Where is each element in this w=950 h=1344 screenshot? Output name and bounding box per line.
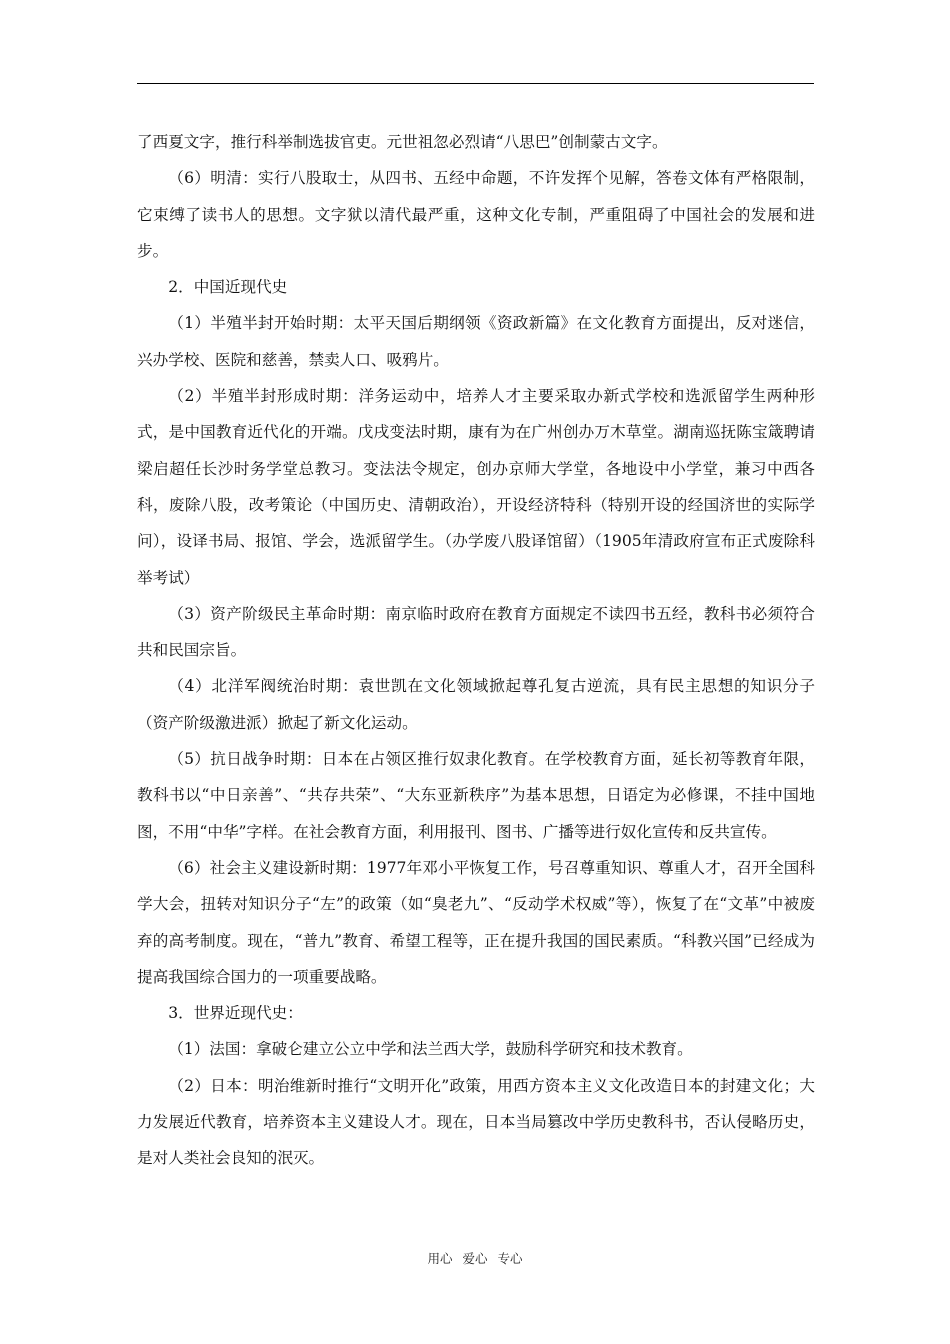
paragraph-socialist-construction: （6）社会主义建设新时期：1977年邓小平恢复工作，号召尊重知识、尊重人才，召开全国科学大会，扭转对知识分子“左”的政策（如“臭老九”、“反动学术权威”等），恢复了在“文革”中被废弃的高考制度。现在，“普九”教育、希望工程等，正在提升我国的国民素质。“科教兴国”已经成为提高我国综合国力的一项重要战略。 — [137, 858, 815, 986]
paragraph-bourgeois-revolution: （3）资产阶级民主革命时期：南京临时政府在教育方面规定不读四书五经，教科书必须符合共和民国宗旨。 — [137, 604, 815, 660]
paragraph-ming-qing: （6）明清：实行八股取士，从四书、五经中命题，不许发挥个见解，答卷文体有严格限制，它束缚了读书人的思想。文字狱以清代最严重，这种文化专制，严重阻碍了中国社会的发展和进步。 — [137, 169, 815, 260]
paragraph-semi-colonial-start: （1）半殖半封开始时期：太平天国后期纲领《资政新篇》在文化教育方面提出，反对迷信，兴办学校、医院和慈善，禁卖人口、吸鸦片。 — [137, 314, 815, 369]
paragraph-continuation: 了西夏文字，推行科举制选拔官吏。元世祖忽必烈请“八思巴”创制蒙古文字。 — [137, 133, 668, 151]
paragraph-japan: （2）日本：明治维新时推行“文明开化”政策，用西方资本主义文化改造日本的封建文化；大力发展近代教育，培养资本主义建设人才。现在，日本当局篡改中学历史教科书，否认侵略历史，是对人类社会良知的泯灭。 — [137, 1076, 815, 1168]
section-heading-modern-china: 2．中国近现代史 — [168, 278, 288, 297]
header-rule — [137, 83, 814, 84]
document-body — [137, 124, 815, 1177]
paragraph-semi-colonial-formation: （2）半殖半封形成时期：洋务运动中，培养人才主要采取办新式学校和选派留学生两种形式，是中国教育近代化的开端。戊戌变法时期，康有为在广州创办万木草堂。湖南巡抚陈宝箴聘请梁启超任长沙时务学堂总教习。变法法令规定，创办京师大学堂，各地设中小学堂，兼习中西各科，废除八股，改考策论（中国历史、清朝政治），开设经济特科（特别开设的经国济世的实际学问），设译书局、报馆、学会，选派留学生。（办学废八股译馆留）（1905年清政府宣布正式废除科举考试） — [137, 387, 815, 587]
section-heading-world-history: 3．世界近现代史： — [168, 1004, 303, 1023]
paragraph-anti-japanese-war: （5）抗日战争时期：日本在占领区推行奴隶化教育。在学校教育方面，延长初等教育年限，教科书以“中日亲善”、“共存共荣”、“大东亚新秩序”为基本思想，日语定为必修课，不挂中国地图，不用“中华”字样。在社会教育方面，利用报刊、图书、广播等进行奴化宣传和反共宣传。 — [137, 750, 815, 841]
page-footer: 用心 爱心 专心 — [427, 1251, 523, 1266]
paragraph-france: （1）法国：拿破仑建立公立中学和法兰西大学，鼓励科学研究和技术教育。 — [168, 1040, 693, 1059]
paragraph-beiyang-warlords: （4）北洋军阀统治时期：袁世凯在文化领域掀起尊孔复古逆流，具有民主思想的知识分子（资产阶级激进派）掀起了新文化运动。 — [137, 677, 815, 732]
